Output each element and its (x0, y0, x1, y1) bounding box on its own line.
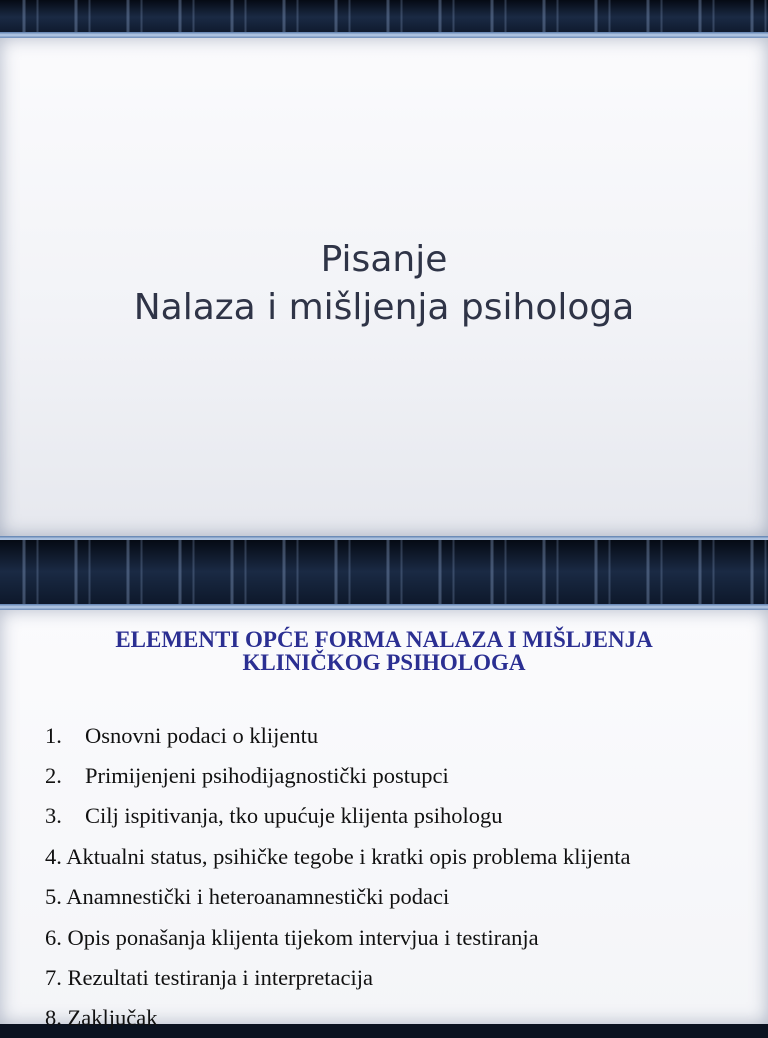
list-item-text: Zaključak (67, 1005, 158, 1030)
list-item (45, 918, 539, 958)
list-item-number: 1. (45, 723, 62, 748)
list-item-text: Cilj ispitivanja, tko upućuje klijenta psihologu (85, 803, 503, 828)
list-item (45, 716, 318, 756)
content-slide (0, 610, 768, 1030)
middle-decorative-band (0, 540, 768, 610)
list-item-text: Aktualni status, psihičke tegobe i kratki opis problema klijenta (66, 844, 631, 869)
list-item (45, 796, 502, 836)
list-item-number: 6. (45, 925, 62, 950)
list-item-number: 7. (45, 965, 62, 990)
list-item-text: Primijenjeni psihodijagnostički postupci (85, 763, 449, 788)
title-slide (0, 38, 768, 536)
slide-heading-line-2: KLINIČKOG PSIHOLOGA (242, 650, 526, 675)
list-item-number: 3. (45, 803, 62, 828)
list-item-text: Osnovni podaci o klijentu (85, 723, 319, 748)
list-item (45, 837, 631, 877)
list-item-text: Rezultati testiranja i interpretacija (67, 965, 373, 990)
slide-title-line-2: Nalaza i mišljenja psihologa (133, 287, 635, 328)
slide-heading-line-1: ELEMENTI OPĆE FORMA NALAZA I MIŠLJENJA (115, 627, 653, 652)
list-item-text: Opis ponašanja klijenta tijekom intervjua i testiranja (67, 925, 539, 950)
list-item (45, 877, 449, 917)
list-item-number: 4. (45, 844, 62, 869)
list-item-number: 8. (45, 1005, 62, 1030)
list-item (45, 756, 449, 796)
list-item-number: 5. (45, 884, 62, 909)
slide-title-line-1: Pisanje (320, 239, 448, 280)
list-item-text: Anamnestički i heteroanamnestički podaci (66, 884, 450, 909)
list-item (45, 958, 373, 998)
list-item (45, 998, 157, 1038)
list-item-number: 2. (45, 763, 62, 788)
